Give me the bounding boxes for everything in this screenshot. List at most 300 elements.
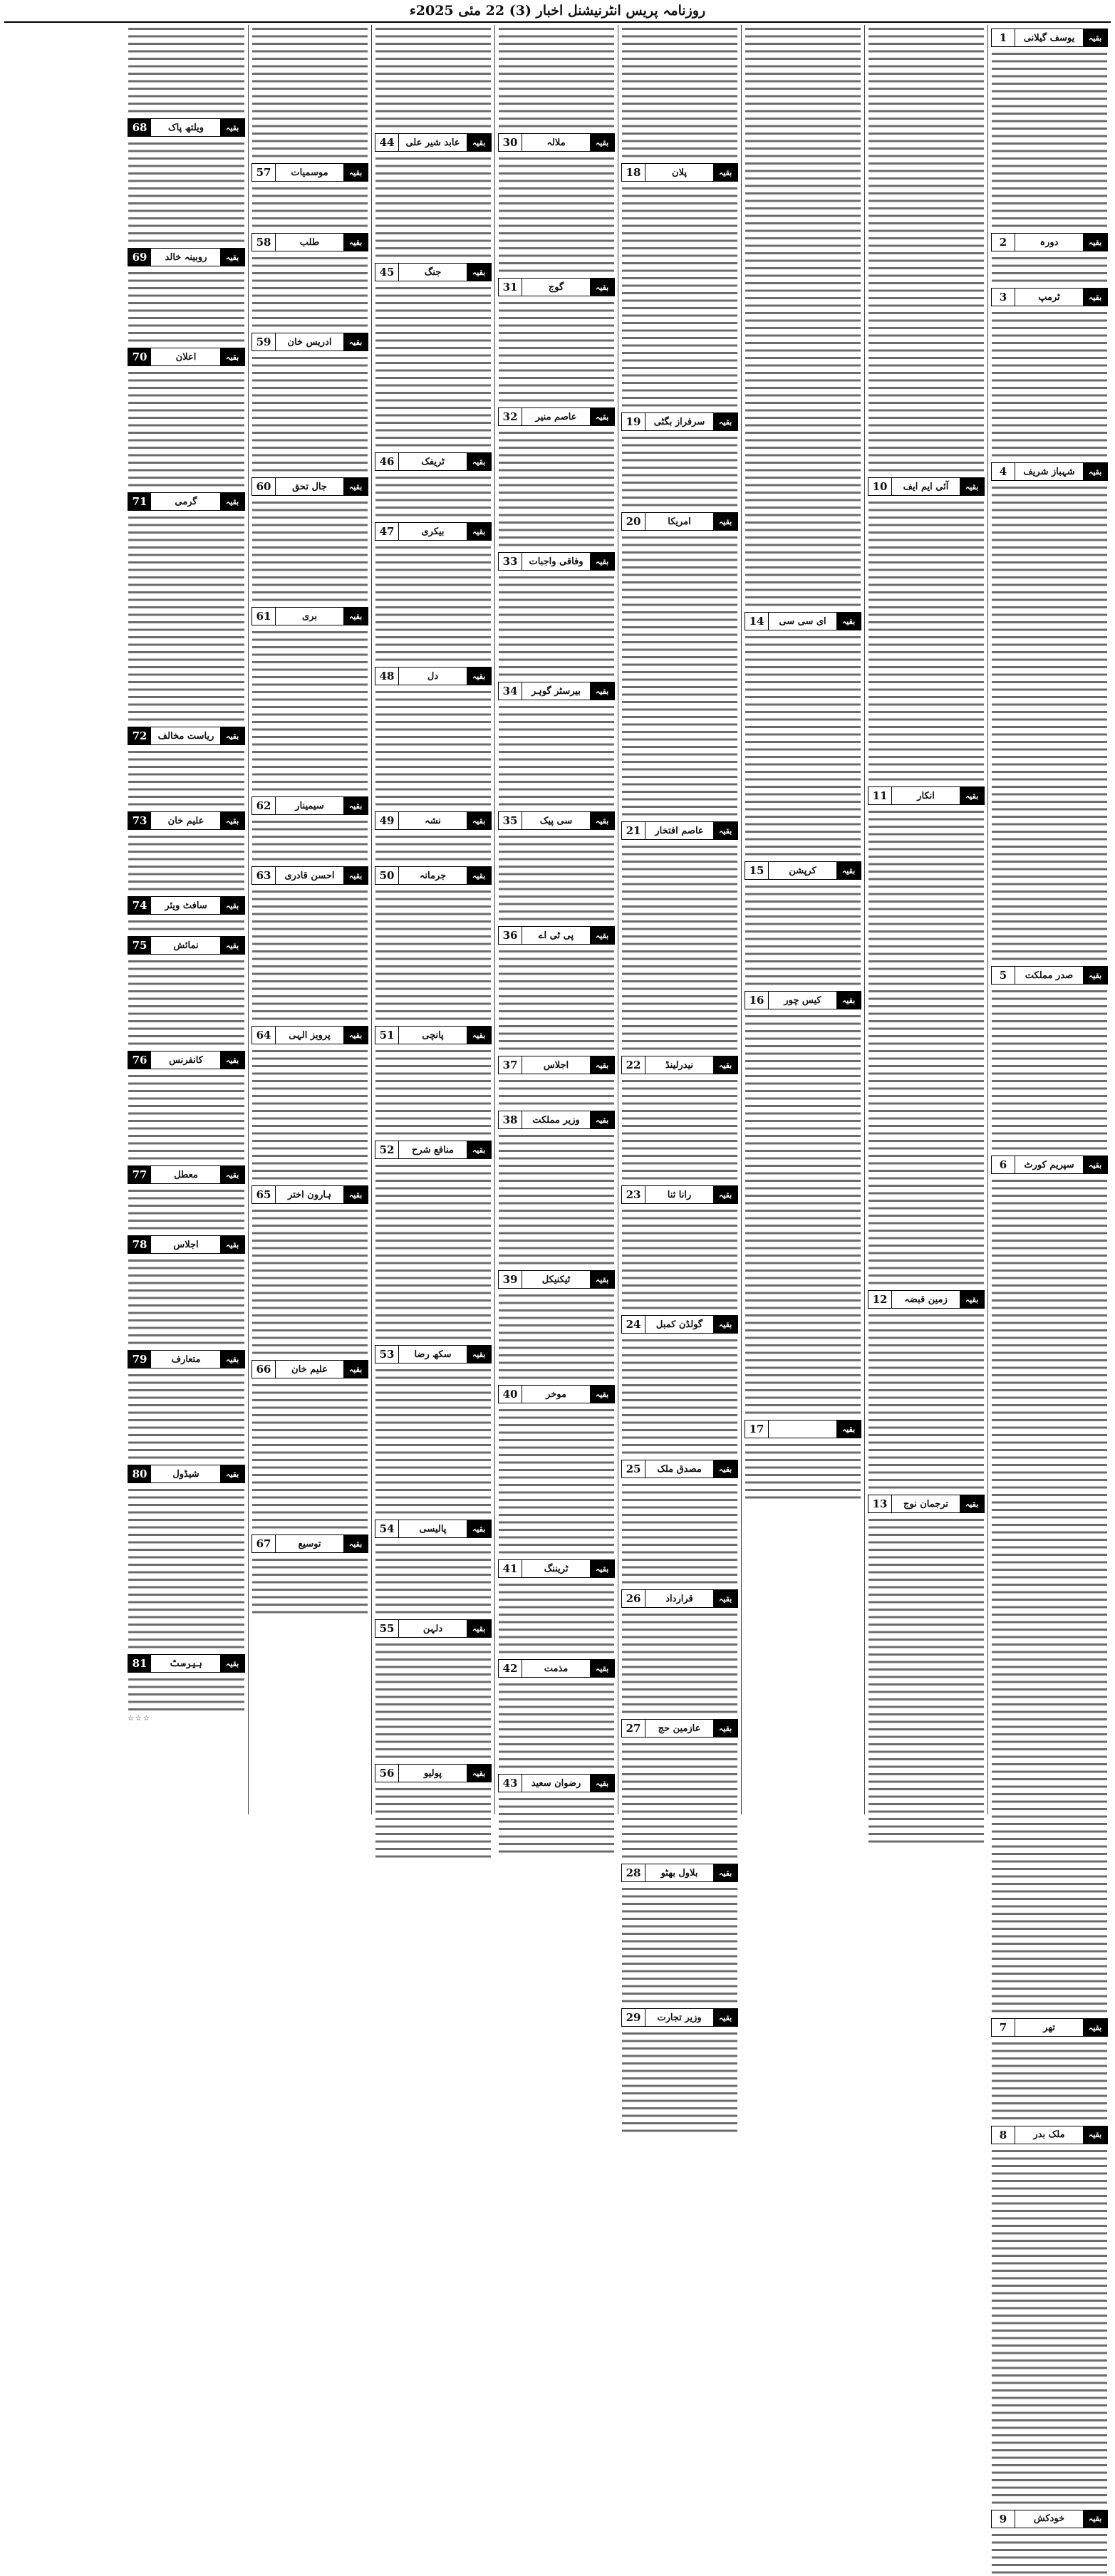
continuation-title: دورہ <box>1039 237 1059 248</box>
continuation-label: بقیہ <box>467 264 491 281</box>
article-text-block <box>128 369 244 489</box>
continuation-number: 37 <box>499 1056 522 1074</box>
article-text-block <box>375 25 491 130</box>
continuation-label: بقیہ <box>1083 967 1107 984</box>
article-text-block <box>499 1406 614 1556</box>
continuation-number: 2 <box>992 234 1015 251</box>
column-5 <box>494 25 618 1814</box>
continuation-header <box>621 1460 738 1478</box>
continuation-header <box>498 926 615 945</box>
continuation-number: 31 <box>499 279 522 296</box>
article-text-block <box>622 1611 737 1715</box>
continuation-label: بقیہ <box>713 1460 737 1477</box>
continuation-label: بقیہ <box>836 862 861 879</box>
continuation-title: عاصم منیر <box>535 411 577 422</box>
continuation-header <box>375 263 492 281</box>
continuation-number: 63 <box>252 867 276 884</box>
continuation-label: بقیہ <box>1083 29 1107 46</box>
continuation-number: 36 <box>499 927 522 944</box>
continuation-number: 6 <box>992 1156 1015 1173</box>
masthead-dateline: روزنامہ پریس انٹرنیشنل اخبار (3) 22 مئی 2025ء <box>409 3 706 19</box>
continuation-title: پانچی <box>422 1029 444 1041</box>
continuation-title: عازمین حج <box>658 1723 701 1734</box>
column-4 <box>618 25 741 2024</box>
continuation-number: 13 <box>868 1495 892 1512</box>
continuation-header <box>621 1589 738 1608</box>
continuation-title: موخر <box>546 1388 566 1400</box>
continuation-title: ویلتھ پاک <box>167 122 204 133</box>
continuation-label: بقیہ <box>713 164 737 181</box>
continuation-title: پالیسی <box>419 1523 447 1534</box>
continuation-title: ای سی سی <box>779 616 826 627</box>
article-text-block <box>868 808 984 1287</box>
column-3 <box>741 25 864 1814</box>
continuation-label: بقیہ <box>713 1056 737 1074</box>
continuation-number: 23 <box>622 1186 645 1203</box>
article-text-block <box>622 1077 737 1182</box>
article-text-block <box>745 1012 861 1416</box>
continuation-header <box>621 512 738 531</box>
continuation-label: بقیہ <box>713 822 737 839</box>
continuation-header <box>621 2008 738 2027</box>
continuation-number: 16 <box>745 992 769 1009</box>
continuation-title: ملک بدر <box>1033 2129 1065 2140</box>
continuation-number: 34 <box>499 682 522 700</box>
article-text-block <box>992 2147 1107 2506</box>
continuation-number: 69 <box>128 249 152 266</box>
continuation-title: بری <box>302 611 317 622</box>
continuation-header <box>128 1235 245 1254</box>
column-7 <box>248 25 371 1814</box>
continuation-header <box>251 1360 368 1378</box>
continuation-label: بقیہ <box>220 493 244 510</box>
continuation-title: مذمت <box>544 1663 569 1674</box>
continuation-header <box>251 477 368 496</box>
continuation-header <box>991 966 1108 985</box>
continuation-label: بقیہ <box>590 1056 614 1074</box>
continuation-header <box>621 1056 738 1074</box>
continuation-header <box>745 1420 861 1438</box>
continuation-number: 18 <box>622 164 645 181</box>
article-text-block <box>499 1077 614 1107</box>
continuation-number: 9 <box>992 2510 1015 2528</box>
continuation-header <box>251 607 368 625</box>
article-text-block <box>375 688 491 808</box>
continuation-label: بقیہ <box>1083 2510 1107 2528</box>
continuation-header <box>991 2018 1108 2037</box>
article-text-block <box>499 703 614 808</box>
continuation-label: بقیہ <box>467 453 491 470</box>
continuation-title: بیکری <box>421 526 445 537</box>
continuation-number: 64 <box>252 1027 276 1044</box>
continuation-number: 72 <box>128 727 152 744</box>
continuation-header <box>128 936 245 955</box>
continuation-label: بقیہ <box>590 279 614 296</box>
continuation-label: بقیہ <box>220 1465 244 1482</box>
continuation-header <box>128 727 245 745</box>
article-text-block <box>128 957 244 1047</box>
article-text-block <box>992 50 1107 229</box>
article-text-block <box>128 25 244 115</box>
continuation-title: یوسف گیلانی <box>1023 32 1075 43</box>
article-text-block <box>128 1187 244 1232</box>
continuation-header <box>128 118 245 137</box>
article-text-block <box>375 155 491 259</box>
article-text-block <box>622 25 737 160</box>
continuation-number: 74 <box>128 897 152 914</box>
continuation-label: بقیہ <box>220 348 244 365</box>
continuation-header <box>621 1315 738 1334</box>
continuation-label: بقیہ <box>220 897 244 914</box>
continuation-label: بقیہ <box>590 927 614 944</box>
article-text-block <box>252 185 368 229</box>
continuation-title: عاصم افتخار <box>655 825 704 836</box>
continuation-number: 3 <box>992 289 1015 306</box>
continuation-title: پلان <box>672 167 687 178</box>
continuation-header <box>498 1659 615 1678</box>
continuation-number: 80 <box>128 1465 152 1482</box>
continuation-label: بقیہ <box>836 992 861 1009</box>
continuation-title: معطل <box>174 1169 198 1180</box>
article-text-block <box>128 918 244 933</box>
continuation-label: بقیہ <box>467 1027 491 1044</box>
continuation-title: آئی ایم ایف <box>903 481 949 492</box>
continuation-title: پولیو <box>424 1767 442 1779</box>
continuation-header <box>251 866 368 885</box>
continuation-title: موسمیات <box>291 167 328 178</box>
continuation-label: بقیہ <box>836 613 861 630</box>
article-text-block <box>499 947 614 1052</box>
continuation-number: 26 <box>622 1590 645 1607</box>
continuation-header <box>128 1350 245 1368</box>
continuation-title: ٹیکنیکل <box>541 1274 571 1285</box>
continuation-title: انکار <box>917 790 935 801</box>
continuation-title: پرویز الہی <box>289 1029 331 1041</box>
continuation-number: 35 <box>499 812 522 829</box>
continuation-header <box>128 1465 245 1483</box>
continuation-label: بقیہ <box>343 1535 368 1552</box>
article-text-block <box>252 25 368 160</box>
continuation-title: روبینہ خالد <box>165 251 207 263</box>
continuation-label: بقیہ <box>343 867 368 884</box>
continuation-header <box>128 492 245 511</box>
continuation-number: 48 <box>375 668 399 685</box>
continuation-label: بقیہ <box>467 1346 491 1363</box>
continuation-label: بقیہ <box>343 1186 368 1203</box>
continuation-label: بقیہ <box>713 1316 737 1333</box>
continuation-title: سیمینار <box>295 800 324 811</box>
continuation-label: بقیہ <box>713 1720 737 1737</box>
continuation-label: بقیہ <box>1083 234 1107 251</box>
continuation-title: وفاقی واجبات <box>529 556 584 567</box>
continuation-title: ہیرسٹ <box>170 1658 202 1669</box>
continuation-title: گرمی <box>175 496 197 507</box>
continuation-header <box>745 861 861 880</box>
continuation-label: بقیہ <box>1083 2126 1107 2144</box>
article-text-block <box>745 633 861 858</box>
continuation-number: 58 <box>252 234 276 251</box>
continuation-title: ٹریفک <box>421 456 445 467</box>
continuation-title: زمین قبضہ <box>904 1294 948 1305</box>
article-text-block <box>622 1207 737 1312</box>
continuation-header <box>745 612 861 630</box>
continuation-title: اعلان <box>175 351 197 363</box>
article-text-block <box>128 269 244 344</box>
article-text-block <box>992 484 1107 962</box>
continuation-number: 40 <box>499 1386 522 1403</box>
continuation-title: رضوان سعید <box>531 1777 581 1789</box>
continuation-header <box>498 682 615 700</box>
continuation-title: جنگ <box>424 266 442 278</box>
article-text-block <box>622 534 737 818</box>
continuation-number: 44 <box>375 134 399 151</box>
continuation-label: بقیہ <box>1083 2019 1107 2036</box>
continuation-label: بقیہ <box>713 1590 737 1607</box>
continuation-header <box>991 2126 1108 2144</box>
continuation-label: بقیہ <box>467 1141 491 1158</box>
continuation-header <box>621 1185 738 1204</box>
continuation-header <box>621 163 738 182</box>
article-text-block <box>992 2531 1107 2576</box>
continuation-title: نمائش <box>173 940 199 951</box>
continuation-header <box>375 1520 492 1538</box>
continuation-title: بلاول بھٹو <box>660 1867 698 1879</box>
article-text-block <box>622 1336 737 1456</box>
continuation-title: نیدرلینڈ <box>665 1059 694 1071</box>
continuation-header <box>251 1185 368 1204</box>
continuation-label: بقیہ <box>590 1111 614 1128</box>
continuation-title: عابد شیر علی <box>405 137 460 148</box>
continuation-number: 43 <box>499 1775 522 1792</box>
continuation-number: 14 <box>745 613 769 630</box>
article-text-block <box>375 474 491 519</box>
continuation-number: 21 <box>622 822 645 839</box>
continuation-header <box>128 1051 245 1069</box>
article-text-block <box>252 1207 368 1356</box>
continuation-title: ترجمان نوج <box>903 1498 949 1510</box>
continuation-title: سکھ رضا <box>414 1349 452 1360</box>
continuation-number: 50 <box>375 867 399 884</box>
continuation-title: کانفرنس <box>169 1054 203 1066</box>
continuation-header <box>498 811 615 830</box>
continuation-number: 67 <box>252 1535 276 1552</box>
continuation-number: 70 <box>128 348 152 365</box>
article-text-block <box>868 25 984 474</box>
continuation-number: 24 <box>622 1316 645 1333</box>
continuation-label: بقیہ <box>713 413 737 430</box>
continuation-title: ہارون اختر <box>288 1189 331 1200</box>
continuation-number: 62 <box>252 797 276 814</box>
continuation-header <box>498 552 615 571</box>
continuation-header <box>128 248 245 266</box>
continuation-number: 51 <box>375 1027 399 1044</box>
continuation-title: امریکا <box>668 516 691 527</box>
continuation-label: بقیہ <box>220 812 244 829</box>
continuation-label: بقیہ <box>713 513 737 530</box>
continuation-title: سافٹ ویئر <box>165 900 207 911</box>
continuation-label: بقیہ <box>220 1236 244 1253</box>
continuation-number: 33 <box>499 553 522 570</box>
continuation-label: بقیہ <box>343 1027 368 1044</box>
continuation-number: 22 <box>622 1056 645 1074</box>
continuation-title: احسن قادری <box>284 870 335 881</box>
article-text-block <box>992 254 1107 284</box>
article-text-block <box>992 1177 1107 2015</box>
continuation-number: 28 <box>622 1864 645 1881</box>
continuation-header <box>991 1155 1108 1174</box>
continuation-title: قرارداد <box>665 1593 693 1604</box>
continuation-title: وزیر تجارت <box>657 2012 702 2023</box>
continuation-title: کیس چور <box>784 994 821 1006</box>
continuation-header <box>498 1111 615 1129</box>
continuation-number: 29 <box>622 2009 645 2026</box>
continuation-title: دل <box>427 670 439 682</box>
continuation-header <box>375 1141 492 1159</box>
article-text-block <box>375 1785 491 1860</box>
continuation-header <box>375 667 492 685</box>
continuation-label: بقیہ <box>1083 289 1107 306</box>
continuation-title: وزیر مملکت <box>532 1114 580 1126</box>
article-text-block <box>252 628 368 793</box>
continuation-header <box>128 348 245 366</box>
continuation-title: متعارف <box>171 1354 201 1365</box>
continuation-title: اجلاس <box>173 1239 199 1250</box>
continuation-number: 53 <box>375 1346 399 1363</box>
continuation-header <box>991 28 1108 47</box>
continuation-header <box>868 477 985 496</box>
article-text-block <box>499 1292 614 1381</box>
continuation-title: صدر مملکت <box>1025 970 1074 981</box>
continuation-title <box>769 1421 836 1438</box>
continuation-label: بقیہ <box>220 1351 244 1368</box>
continuation-label: بقیہ <box>713 1864 737 1881</box>
article-text-block <box>499 1795 614 1855</box>
continuation-number: 42 <box>499 1660 522 1677</box>
continuation-label: بقیہ <box>343 608 368 625</box>
column-6 <box>371 25 494 1814</box>
continuation-number: 71 <box>128 493 152 510</box>
continuation-title: شہباز شریف <box>1023 466 1075 477</box>
article-text-block <box>252 1381 368 1531</box>
continuation-title: علیم خان <box>167 815 204 826</box>
article-text-block <box>499 833 614 923</box>
continuation-label: بقیہ <box>220 249 244 266</box>
footer-stars: ☆☆☆ <box>128 1714 151 1723</box>
continuation-number: 73 <box>128 812 152 829</box>
article-text-block <box>252 354 368 474</box>
article-text-block <box>128 1486 244 1651</box>
continuation-header <box>498 1056 615 1074</box>
article-text-block <box>252 499 368 603</box>
continuation-number: 25 <box>622 1460 645 1477</box>
continuation-title: سی پیک <box>539 815 573 826</box>
continuation-number: 1 <box>992 29 1015 46</box>
article-text-block <box>375 888 491 1022</box>
continuation-title: ٹرمپ <box>1038 291 1060 303</box>
continuation-label: بقیہ <box>713 1186 737 1203</box>
continuation-label: بقیہ <box>220 727 244 744</box>
continuation-label: بقیہ <box>467 134 491 151</box>
article-text-block <box>252 1556 368 1616</box>
continuation-number: 68 <box>128 119 152 136</box>
article-text-block <box>499 573 614 678</box>
article-text-block <box>499 299 614 404</box>
article-text-block <box>128 1257 244 1346</box>
continuation-number: 30 <box>499 134 522 151</box>
continuation-number: 52 <box>375 1141 399 1158</box>
article-text-block <box>745 1441 861 1501</box>
article-text-block <box>252 254 368 329</box>
continuation-label: بقیہ <box>220 937 244 954</box>
article-text-block <box>992 309 1107 459</box>
continuation-label: بقیہ <box>590 1386 614 1403</box>
continuation-label: بقیہ <box>467 867 491 884</box>
continuation-label: بقیہ <box>960 1291 984 1308</box>
continuation-title: علیم خان <box>291 1364 328 1375</box>
continuation-number: 54 <box>375 1520 399 1537</box>
continuation-number: 79 <box>128 1351 152 1368</box>
article-text-block <box>745 25 861 608</box>
continuation-title: خودکش <box>1033 2513 1065 2524</box>
article-text-block <box>375 544 491 663</box>
article-text-block <box>375 1162 491 1341</box>
continuation-title: توسیع <box>298 1538 321 1549</box>
continuation-label: بقیہ <box>220 1166 244 1183</box>
article-text-block <box>375 1641 491 1760</box>
continuation-label: بقیہ <box>836 1421 861 1438</box>
continuation-header <box>991 2510 1108 2528</box>
continuation-title: جرمانہ <box>419 870 447 881</box>
continuation-number: 17 <box>745 1421 769 1438</box>
continuation-number: 15 <box>745 862 769 879</box>
continuation-number: 19 <box>622 413 645 430</box>
columns-container <box>4 25 1111 2525</box>
continuation-number: 32 <box>499 408 522 425</box>
article-text-block <box>622 843 737 1052</box>
article-text-block <box>622 1885 737 2005</box>
article-text-block <box>128 748 244 808</box>
continuation-header <box>745 991 861 1009</box>
article-text-block <box>499 1132 614 1267</box>
continuation-number: 77 <box>128 1166 152 1183</box>
continuation-label: بقیہ <box>343 164 368 181</box>
continuation-number: 46 <box>375 453 399 470</box>
continuation-header <box>991 233 1108 251</box>
continuation-title: منافع شرح <box>412 1144 454 1155</box>
continuation-number: 60 <box>252 478 276 495</box>
continuation-label: بقیہ <box>960 787 984 804</box>
continuation-header <box>251 163 368 182</box>
continuation-title: ریاست مخالف <box>157 730 214 742</box>
continuation-label: بقیہ <box>343 478 368 495</box>
continuation-header <box>375 133 492 152</box>
continuation-number: 39 <box>499 1271 522 1288</box>
article-text-block <box>128 833 244 893</box>
continuation-title: تھر <box>1043 2022 1055 2033</box>
column-8 <box>125 25 248 1814</box>
article-text-block <box>622 2030 737 2134</box>
article-text-block <box>128 1371 244 1461</box>
continuation-number: 76 <box>128 1051 152 1069</box>
continuation-label: بقیہ <box>713 2009 737 2026</box>
article-text-block <box>622 1481 737 1586</box>
continuation-label: بقیہ <box>960 1495 984 1512</box>
continuation-number: 55 <box>375 1620 399 1637</box>
article-text-block <box>992 2040 1107 2122</box>
continuation-title: پی ٹی اے <box>538 930 574 941</box>
continuation-number: 81 <box>128 1655 152 1672</box>
continuation-title: طلب <box>299 237 320 248</box>
